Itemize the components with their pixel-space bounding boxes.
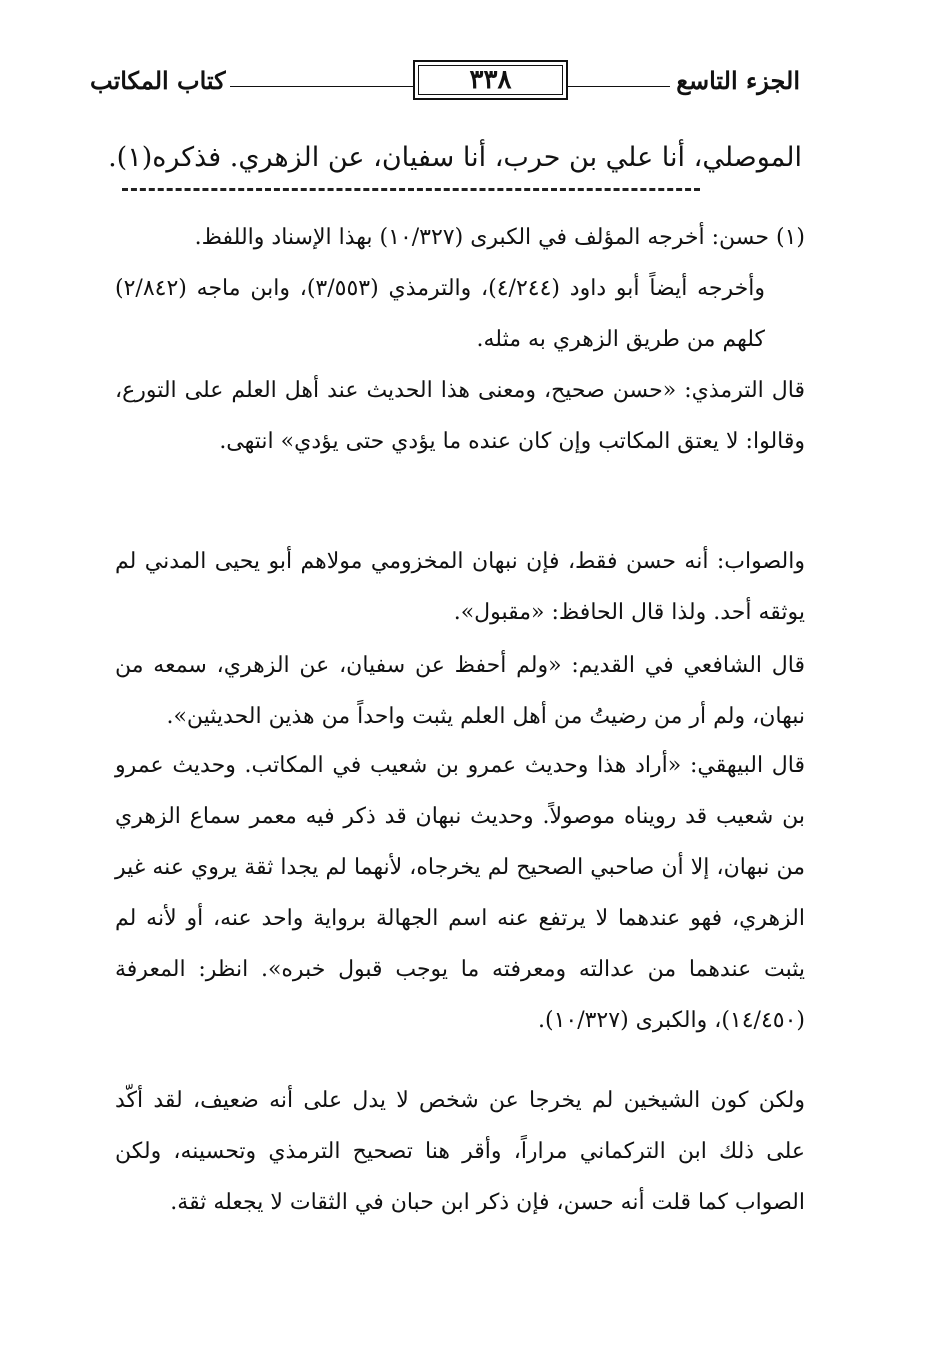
footnote-paragraph: قال البيهقي: «أراد هذا وحديث عمرو بن شعيب في المكاتب. وحديث عمرو بن شعيب قد رويناه موصولاً. وحديث نبهان قد ذكر فيه معمر سماع الزهري من نبهان، إلا أن صاحبي الصحيح لم يخرجاه، لأنهما لم يجدا ثقة يروي عنه غير الزهري، فهو عندهما لا يرتفع عنه اسم الجهالة برواية واحد عنه، أو لأنه لم يثبت عندهما من عدالته ومعرفته ما يوجب قبول خبره». انظر: المعرفة (١٤/٤٥٠)، والكبرى (١٠/٣٢٧). <box>115 753 805 1033</box>
main-text: الموصلي، أنا علي بن حرب، أنا سفيان، عن الزهري. فذكره(١). <box>108 142 802 173</box>
footnote-paragraph: ولكن كون الشيخين لم يخرجا عن شخص لا يدل على أنه ضعيف، لقد أكّد على ذلك ابن التركماني مراراً، وأقر هنا تصحيح الترمذي وتحسينه، ولكن الصواب كما قلت أنه حسن، فإن ذكر ابن حبان في الثقات لا يجعله ثقة. <box>115 1088 805 1215</box>
volume-title: الجزء التاسع <box>676 66 800 95</box>
chapter-title: كتاب المكاتب <box>90 66 226 95</box>
header-rule-left <box>230 86 413 87</box>
page-number: ٣٣٨ <box>413 60 568 100</box>
footnote-paragraph: والصواب: أنه حسن فقط، فإن نبهان المخزومي مولاهم أبو يحيى المدني لم يوثقه أحد. ولذا قال الحافظ: «مقبول». <box>115 549 805 625</box>
footnote-separator <box>122 188 700 191</box>
footnote-paragraph: قال الترمذي: «حسن صحيح، ومعنى هذا الحديث عند أهل العلم على التورع، وقالوا: لا يعتق المكاتب وإن كان عنده ما يؤدي حتى يؤدي» انتهى. <box>115 378 805 454</box>
footnote-paragraph: وأخرجه أيضاً أبو داود (٤/٢٤٤)، والترمذي (٣/٥٥٣)، وابن ماجه (٢/٨٤٢) كلهم من طريق الزهري به مثله. <box>115 276 765 352</box>
page-header <box>90 58 800 108</box>
header-rule-right <box>568 86 670 87</box>
footnote-paragraph: (١) حسن: أخرجه المؤلف في الكبرى (١٠/٣٢٧) بهذا الإسناد واللفظ. <box>194 225 805 250</box>
footnote-paragraph: قال الشافعي في القديم: «ولم أحفظ عن سفيان، عن الزهري، سمعه من نبهان، ولم أر من رضيتُ من أهل العلم يثبت واحداً من هذين الحديثين». <box>115 653 805 729</box>
